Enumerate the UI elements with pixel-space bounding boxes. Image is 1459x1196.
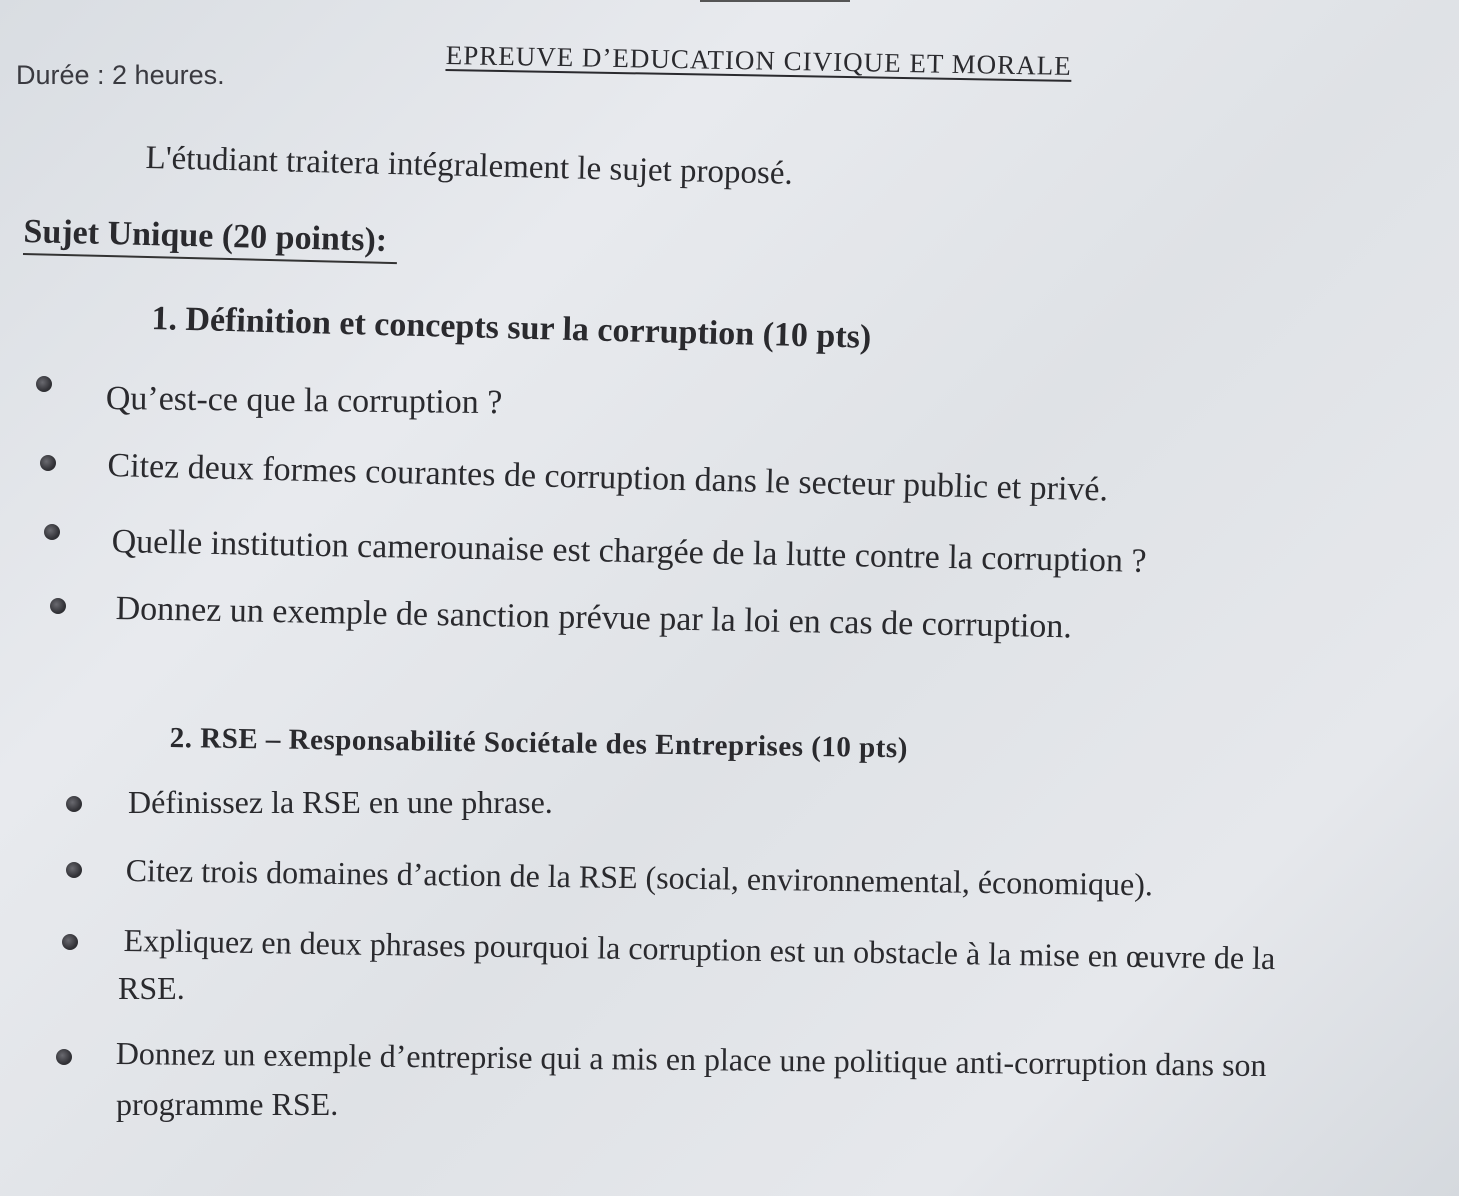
section-1-title: 1. Définition et concepts sur la corruption (10 pts) <box>151 300 872 356</box>
bullet-icon <box>36 376 52 392</box>
exam-title: EPREUVE D’EDUCATION CIVIQUE ET MORALE <box>445 40 1072 81</box>
subject-heading: Sujet Unique (20 points): <box>23 213 398 264</box>
question-1-2: Citez deux formes courantes de corruption dans le secteur public et privé. <box>107 447 1109 509</box>
exam-duration: Durée : 2 heures. <box>16 60 225 90</box>
question-2-3-line2: RSE. <box>118 970 185 1006</box>
question-2-1: Définissez la RSE en une phrase. <box>128 784 553 820</box>
question-2-3-line1: Expliquez en deux phrases pourquoi la corruption est un obstacle à la mise en œuvre de la <box>123 922 1276 977</box>
bullet-icon <box>56 1049 72 1065</box>
question-2-4-line2: programme RSE. <box>116 1086 339 1122</box>
question-1-4: Donnez un exemple de sanction prévue par la loi en cas de corruption. <box>115 590 1073 646</box>
bullet-icon <box>40 455 56 471</box>
bullet-icon <box>62 934 78 950</box>
bullet-icon <box>66 862 82 878</box>
question-2-4-line1: Donnez un exemple d’entreprise qui a mis en place une politique anti-corruption dans son <box>115 1035 1267 1084</box>
top-rule <box>700 0 850 2</box>
section-2-title: 2. RSE – Responsabilité Sociétale des Entreprises (10 pts) <box>169 722 909 765</box>
bullet-icon <box>50 598 66 614</box>
question-1-1: Qu’est-ce que la corruption ? <box>105 380 503 422</box>
exam-instruction: L'étudiant traitera intégralement le sujet proposé. <box>145 140 794 192</box>
question-1-3: Quelle institution camerounaise est chargée de la lutte contre la corruption ? <box>111 523 1147 580</box>
bullet-icon <box>44 524 60 540</box>
question-2-2: Citez trois domaines d’action de la RSE (social, environnemental, économique). <box>125 852 1154 903</box>
bullet-icon <box>66 796 82 812</box>
